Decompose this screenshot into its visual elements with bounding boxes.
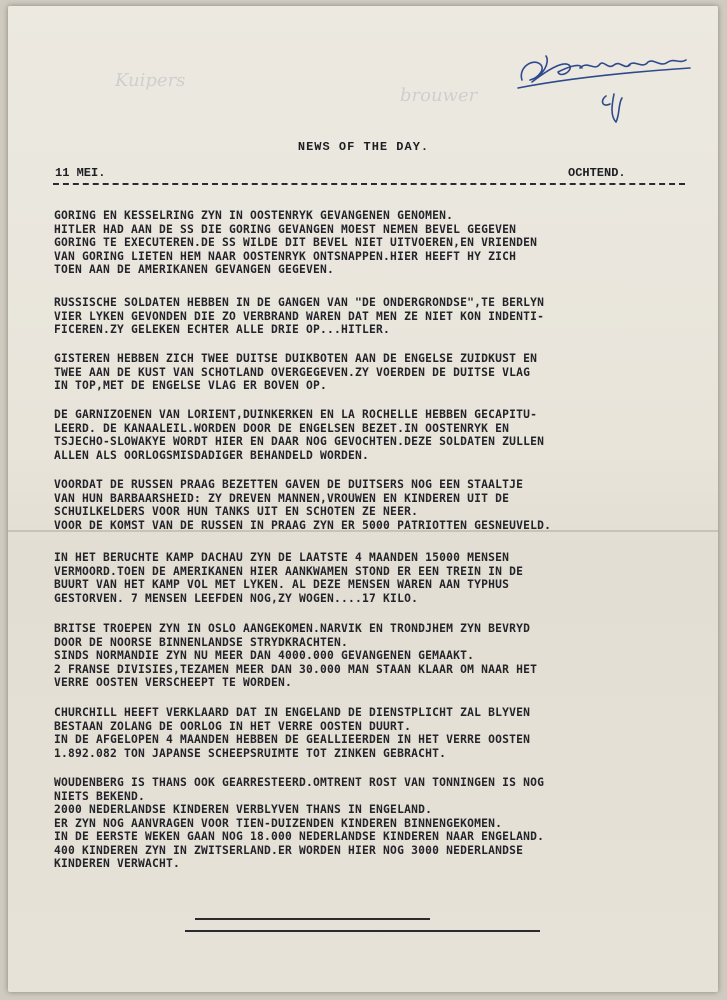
news-line: WOUDENBERG IS THANS OOK GEARRESTEERD.OMTRENT ROST VAN TONNINGEN IS NOG [54, 776, 545, 789]
news-line: RUSSISCHE SOLDATEN HEBBEN IN DE GANGEN VAN "DE ONDERGRONDSE",TE BERLYN [54, 296, 545, 309]
news-line: TSJECHO-SLOWAKYE WORDT HIER EN DAAR NOG GEVOCHTEN.DEZE SOLDATEN ZULLEN [54, 435, 545, 448]
news-line: BRITSE TROEPEN ZYN IN OSLO AANGEKOMEN.NARVIK EN TRONDJHEM ZYN BEVRYD [54, 622, 531, 635]
date-label: 11 MEI. [55, 166, 106, 180]
closing-rule [195, 918, 430, 920]
news-line: KINDEREN VERWACHT. [54, 857, 181, 870]
news-line: SINDS NORMANDIE ZYN NU MEER DAN 4000.000 GEVANGENEN GEMAAKT. [54, 649, 475, 662]
news-line: CHURCHILL HEEFT VERKLAARD DAT IN ENGELAND DE DIENSTPLICHT ZAL BLYVEN [54, 706, 531, 719]
news-line: IN DE EERSTE WEKEN GAAN NOG 18.000 NEDERLANDSE KINDEREN NAAR ENGELAND. [54, 830, 545, 843]
bleed-through-mark: Kuipers [115, 70, 186, 91]
news-line: DE GARNIZOENEN VAN LORIENT,DUINKERKEN EN LA ROCHELLE HEBBEN GECAPITU- [54, 408, 538, 421]
page-title: NEWS OF THE DAY. [297, 140, 430, 154]
news-line: HITLER HAD AAN DE SS DIE GORING GEVANGEN MOEST NEMEN BEVEL GEGEVEN [54, 222, 517, 236]
news-line: VERMOORD.TOEN DE AMERIKANEN HIER AANKWAMEN STOND ER EEN TREIN IN DE [54, 564, 524, 578]
news-line: 2000 NEDERLANDSE KINDEREN VERBLYVEN THANS IN ENGELAND. [54, 803, 433, 816]
news-paragraph [54, 209, 537, 277]
news-line: VIER LYKEN GEVONDEN DIE ZO VERBRAND WAREN DAT MEN ZE NIET KON INDENTI- [54, 309, 545, 323]
news-line: SCHUILKELDERS VOOR HUN TANKS UIT EN SCHOTEN ZE NEER. [54, 505, 419, 518]
news-line: FICEREN.ZY GELEKEN ECHTER ALLE DRIE OP...HITLER. [54, 323, 391, 336]
news-line: NIETS BEKEND. [54, 789, 146, 803]
news-line: GISTEREN HEBBEN ZICH TWEE DUITSE DUIKBOTEN AAN DE ENGELSE ZUIDKUST EN [54, 352, 538, 365]
news-paragraph [54, 478, 551, 532]
news-line: 1.892.082 TON JAPANSE SCHEEPSRUIMTE TOT ZINKEN GEBRACHT. [54, 746, 447, 760]
news-line: BESTAAN ZOLANG DE OORLOG IN HET VERRE OOSTEN DUURT. [54, 719, 412, 733]
news-line: ALLEN ALS OORLOGSMISDADIGER BEHANDELD WORDEN. [54, 448, 370, 462]
news-paragraph [54, 622, 537, 690]
bleed-through-mark: brouwer [400, 85, 478, 106]
news-line: 2 FRANSE DIVISIES,TEZAMEN MEER DAN 30.000 MAN STAAN KLAAR OM NAAR HET [54, 662, 538, 676]
news-line: GORING TE EXECUTEREN.DE SS WILDE DIT BEVEL NIET UITVOEREN,EN VRIENDEN [54, 236, 538, 249]
news-line: TWEE AAN DE KUST VAN SCHOTLAND OVERGEGEVEN.ZY VOERDEN DE DUITSE VLAG [54, 365, 531, 379]
handwritten-signature [510, 38, 695, 128]
news-line: VAN HUN BARBAARSHEID: ZY DREVEN MANNEN,VROUWEN EN KINDEREN UIT DE [54, 491, 510, 505]
news-line: VAN GORING LIETEN HEM NAAR OOSTENRYK ONTSNAPPEN.HIER HEEFT HY ZICH [54, 249, 517, 263]
news-line: GESTORVEN. 7 MENSEN LEEFDEN NOG,ZY WOGEN....17 KILO. [54, 591, 419, 605]
news-paragraph [54, 706, 530, 760]
news-line: VOOR DE KOMST VAN DE RUSSEN IN PRAAG ZYN ER 5000 PATRIOTTEN GESNEUVELD. [54, 518, 552, 532]
time-of-day-label: OCHTEND. [568, 166, 626, 180]
news-paragraph [54, 296, 544, 337]
news-paragraph [54, 551, 523, 605]
news-line: GORING EN KESSELRING ZYN IN OOSTENRYK GEVANGENEN GENOMEN. [54, 209, 454, 222]
news-line: LEERD. DE KANAALEIL.WORDEN DOOR DE ENGELSEN BEZET.IN OOSTENRYK EN [54, 421, 510, 435]
news-line: IN TOP,MET DE ENGELSE VLAG ER BOVEN OP. [54, 379, 328, 392]
news-line: IN HET BERUCHTE KAMP DACHAU ZYN DE LAATSTE 4 MAANDEN 15000 MENSEN [54, 551, 510, 564]
news-line: DOOR DE NOORSE BINNENLANDSE STRYDKRACHTEN. [54, 635, 349, 649]
news-paragraph [54, 776, 544, 871]
closing-rule [185, 930, 540, 932]
news-line: TOEN AAN DE AMERIKANEN GEVANGEN GEGEVEN. [54, 263, 335, 276]
news-paragraph [54, 352, 537, 393]
news-line: 400 KINDEREN ZYN IN ZWITSERLAND.ER WORDEN HIER NOG 3000 NEDERLANDSE [54, 843, 524, 857]
news-line: ER ZYN NOG AANVRAGEN VOOR TIEN-DUIZENDEN KINDEREN BINNENGEKOMEN. [54, 816, 503, 830]
news-line: IN DE AFGELOPEN 4 MAANDEN HEBBEN DE GEALLIEERDEN IN HET VERRE OOSTEN [54, 733, 531, 746]
news-line: VOORDAT DE RUSSEN PRAAG BEZETTEN GAVEN DE DUITSERS NOG EEN STAALTJE [54, 478, 524, 491]
header-divider [53, 183, 685, 185]
news-line: BUURT VAN HET KAMP VOL MET LYKEN. AL DEZE MENSEN WAREN AAN TYPHUS [54, 578, 510, 591]
news-paragraph [54, 408, 544, 462]
news-line: VERRE OOSTEN VERSCHEEPT TE WORDEN. [54, 676, 293, 689]
